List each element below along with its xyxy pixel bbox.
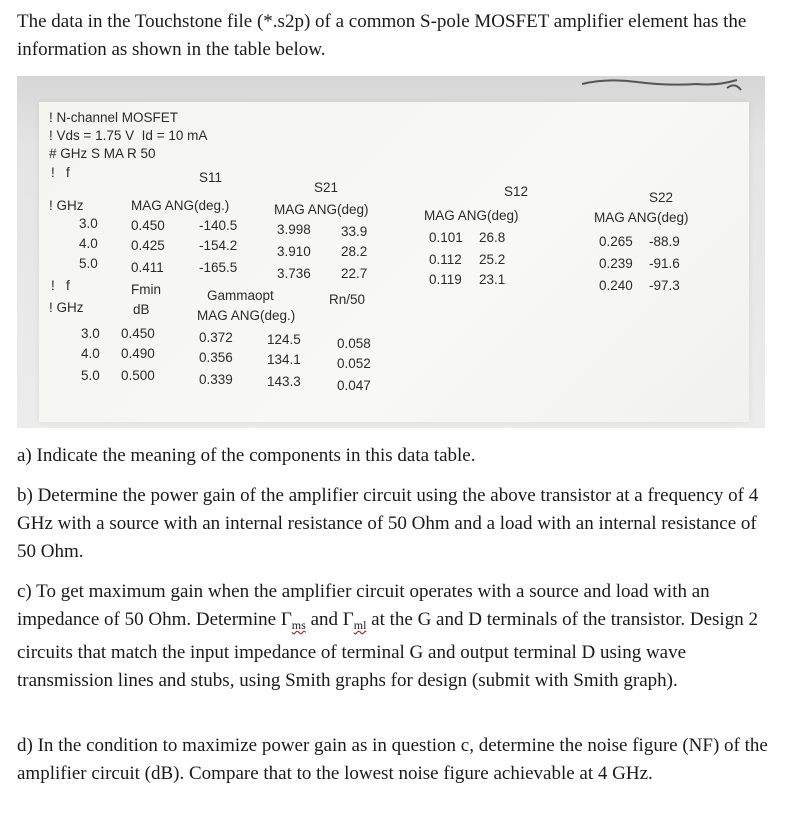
label-s22: S22: [649, 190, 674, 205]
handwriting-scribble: [577, 76, 757, 98]
question-a: a) Indicate the meaning of the components in this data table.: [17, 445, 476, 466]
s-comment-f: ! f: [51, 165, 70, 180]
units-s12: MAG ANG(deg): [424, 208, 519, 223]
question-b: b) Determine the power gain of the amplifier circuit using the above transistor at a frequency of 4 GHz with a source with an internal resistance of 50 Ohm and a load with an internal resistance of 50 Ohm.: [17, 485, 759, 562]
header-line-3: # GHz S MA R 50: [49, 146, 156, 161]
noise-units-freq: ! GHz: [49, 300, 84, 315]
label-fmin: Fmin: [131, 282, 161, 297]
units-s21: MAG ANG(deg): [274, 202, 369, 217]
header-line-1: ! N-channel MOSFET: [49, 110, 179, 125]
units-freq: ! GHz: [49, 198, 84, 213]
units-s22: MAG ANG(deg): [594, 210, 689, 225]
header-line-2: ! Vds = 1.75 V Id = 10 mA: [49, 128, 208, 143]
label-s21: S21: [314, 180, 339, 195]
label-s11: S11: [199, 170, 223, 185]
gamma-ms: $\Gamma_{ms}$: [280, 609, 306, 632]
question-c-text-2: at the G and D terminals of the transistor. Design 2 circuits that match the input impedance of terminal G and output terminal D using wave transmission lines and stubs, using Smith graphs for design (submit with Smith graph).: [17, 609, 758, 691]
label-s12: S12: [504, 184, 529, 199]
touchstone-table-photo: [17, 76, 765, 428]
noise-units-gamma: MAG ANG(deg.): [197, 308, 296, 323]
label-rn: Rn/50: [329, 292, 366, 307]
question-c-text-1: c) To get maximum gain when the amplifier circuit operates with a source and load with an impedance of 50 Ohm. Determine: [17, 581, 710, 630]
question-c: c) To get maximum gain when the amplifier circuit operates with a source and load with an impedance of 50 Ohm. Determine $\Gamma_{ms}$ and $\Gamma_{ml}$ at the G and D terminals of the transistor. Design 2 circuits that match the input impedance of terminal G and output terminal D using wave transmission lines and stubs, using Smith graphs for design (submit with Smith graph).: [17, 581, 758, 691]
noise-comment-f: ! f: [51, 278, 70, 293]
gamma-ml: $\Gamma_{ml}$: [342, 609, 367, 632]
intro-paragraph: The data in the Touchstone file (*.s2p) of a common S-pole MOSFET amplifier element has the information as shown in the table below.: [17, 11, 747, 60]
printout-paper: ! N-channel MOSFET ! Vds = 1.75 V Id = 10 mA # GHz S MA R 50 ! f S11 S21 S12 S22 ! GHz MAG ANG(deg.) MAG ANG(deg) MAG ANG(deg) MAG ANG(deg) 3.0 0.450 -140.5 3.998 33.9 0.101 26.8 0.265 -88.9 4.0 0.425 -154.2 3.910 28.2 0.112 25.2 0.239 -91.6 5.0 0.411 -165.5 3.736 22.7 0.119 23.1 0.240 -97.3 ! f Fmin Gammaopt Rn/50 ! GHz dB MAG ANG(deg.) 3.0 0.450 0.372 124.5 0.058 4.0 0.490 0.356 134.1 0.052 5.0 0.500 0.339 143.3 0.047: [39, 102, 749, 422]
question-d: d) In the condition to maximize power gain as in question c, determine the noise figure (NF) of the amplifier circuit (dB). Compare that to the lowest noise figure achievable at 4 GHz.: [17, 735, 768, 784]
noise-units-fmin: dB: [133, 302, 150, 317]
label-gammaopt: Gammaopt: [207, 288, 274, 303]
units-s11: MAG ANG(deg.): [131, 198, 230, 213]
